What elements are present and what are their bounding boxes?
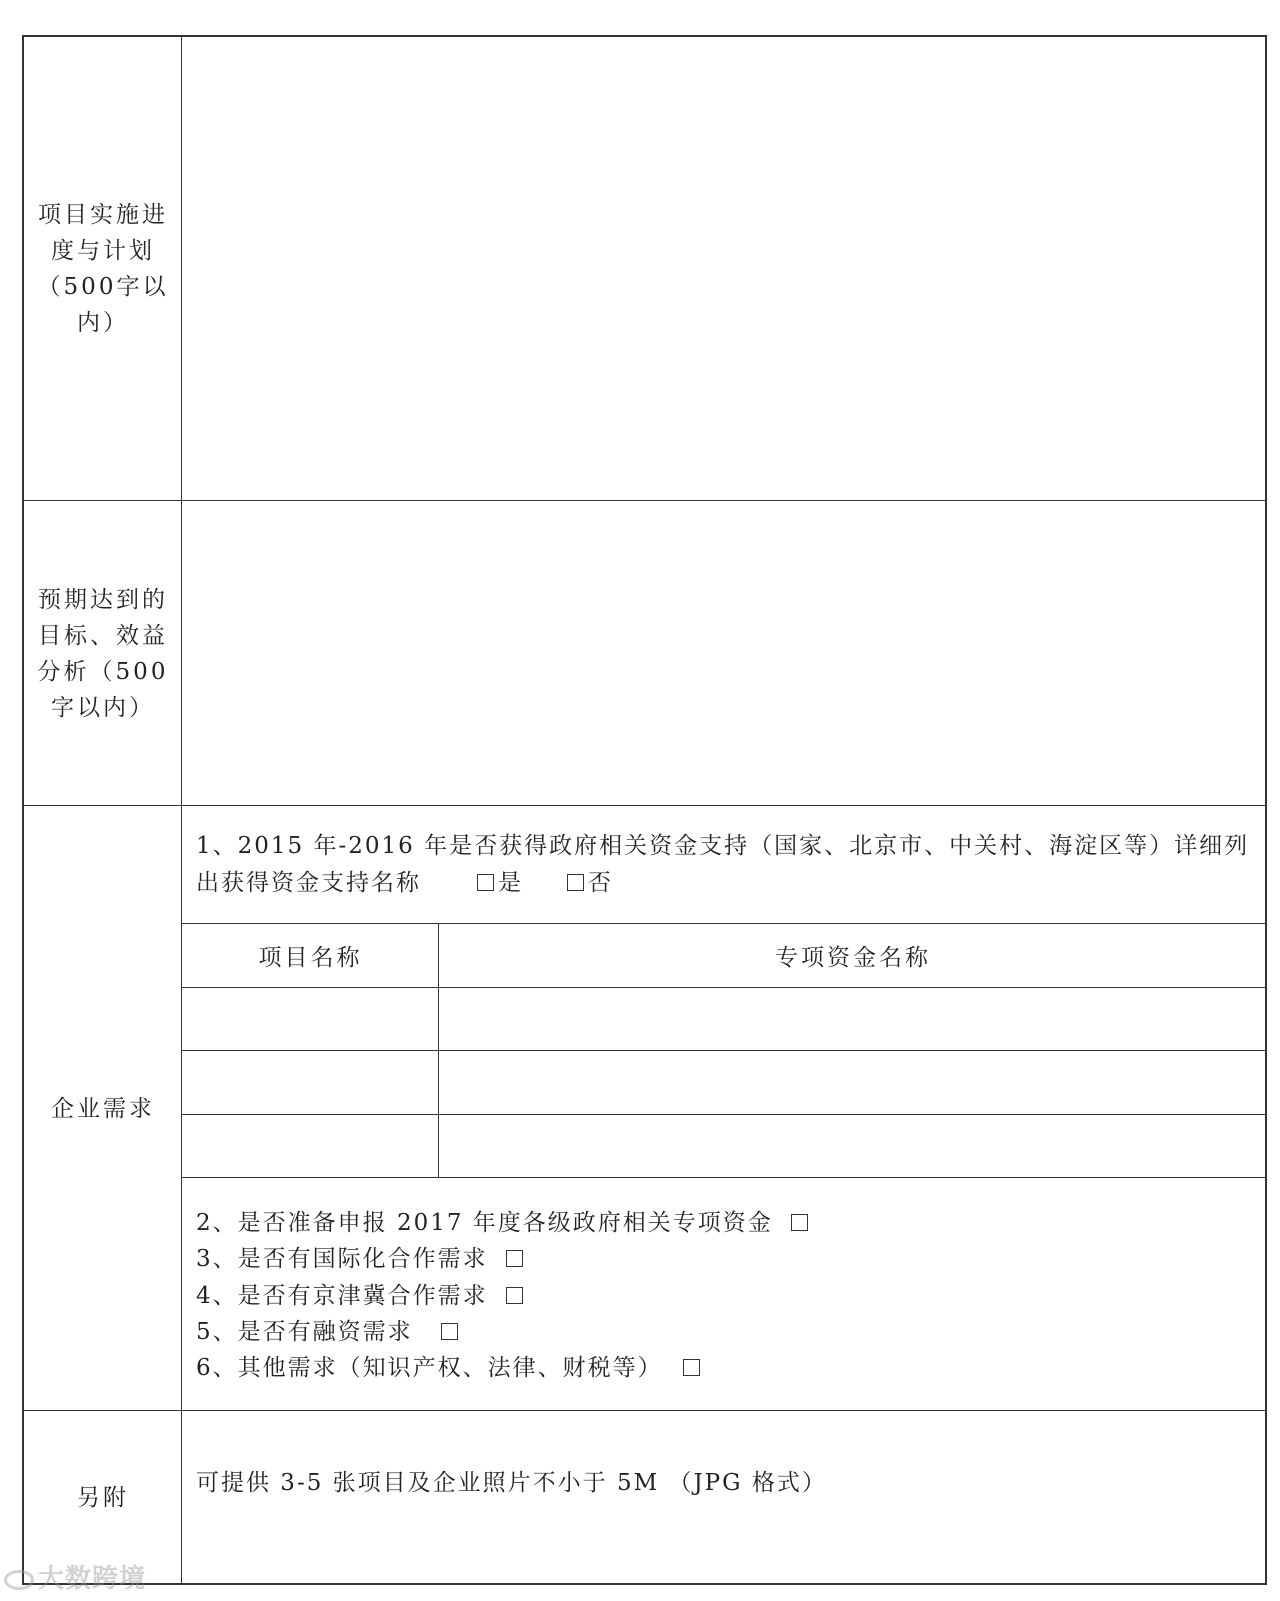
- funding-table-bottom: [181, 1177, 1267, 1178]
- funding-cell-fund-2[interactable]: [440, 1052, 1265, 1113]
- needs-label: 企业需求: [51, 1095, 155, 1122]
- row-divider: [22, 500, 1267, 501]
- progress-content-area[interactable]: [183, 37, 1265, 499]
- funding-table-line: [181, 1114, 1267, 1115]
- watermark: [4, 1558, 146, 1595]
- needs-item-5-text: 5、是否有融资需求: [196, 1319, 413, 1345]
- needs-item-3: [196, 1241, 527, 1278]
- needs-item-2-text: 2、是否准备申报 2017 年度各级政府相关专项资金: [196, 1210, 773, 1236]
- attach-label: 另附: [77, 1484, 129, 1511]
- checkbox-no[interactable]: [567, 874, 584, 891]
- goals-content-area[interactable]: [183, 502, 1265, 804]
- funding-header-fund-name: 专项资金名称: [775, 945, 931, 971]
- needs-question-1-cont: [196, 865, 613, 902]
- needs-item-5: [196, 1314, 462, 1351]
- funding-cell-fund-1[interactable]: [440, 989, 1265, 1049]
- needs-question-1-tail: 出获得资金支持名称: [196, 870, 421, 896]
- checkbox-item-6[interactable]: [683, 1359, 700, 1376]
- funding-cell-project-3[interactable]: [183, 1116, 437, 1176]
- attach-text: 可提供 3-5 张项目及企业照片不小于 5M （JPG 格式）: [196, 1470, 827, 1496]
- checkbox-item-2[interactable]: [791, 1214, 808, 1231]
- funding-table-line: [181, 987, 1267, 988]
- checkbox-item-3[interactable]: [506, 1250, 523, 1267]
- checkbox-item-4[interactable]: [506, 1287, 523, 1304]
- funding-cell-fund-3[interactable]: [440, 1116, 1265, 1176]
- needs-item-4-text: 4、是否有京津冀合作需求: [196, 1283, 488, 1309]
- funding-table-line: [181, 1050, 1267, 1051]
- needs-question-1: 1、2015 年-2016 年是否获得政府相关资金支持（国家、北京市、中关村、海淀区等）详细列: [196, 833, 1250, 859]
- row-divider: [22, 1410, 1267, 1411]
- needs-item-6-text: 6、其他需求（知识产权、法律、财税等）: [196, 1355, 663, 1381]
- funding-header-project-name: 项目名称: [258, 945, 363, 971]
- needs-item-4: [196, 1278, 527, 1315]
- needs-item-2: [196, 1205, 812, 1242]
- option-yes-label: 是: [498, 870, 523, 896]
- goals-label: 预期达到的目标、效益分析（500字以内）: [37, 586, 169, 721]
- watermark-logo-icon: [4, 1570, 34, 1590]
- needs-item-6: [196, 1350, 704, 1387]
- checkbox-item-5[interactable]: [441, 1323, 458, 1340]
- funding-cell-project-1[interactable]: [183, 989, 437, 1049]
- funding-table-col-divider: [438, 923, 439, 1177]
- option-no-label: 否: [588, 870, 613, 896]
- progress-label: 项目实施进度与计划（500字以内）: [37, 201, 169, 336]
- funding-cell-project-2[interactable]: [183, 1052, 437, 1113]
- watermark-text: 大数跨境: [38, 1564, 147, 1594]
- row-divider: [22, 805, 1267, 806]
- needs-item-3-text: 3、是否有国际化合作需求: [196, 1246, 488, 1272]
- checkbox-yes[interactable]: [477, 874, 494, 891]
